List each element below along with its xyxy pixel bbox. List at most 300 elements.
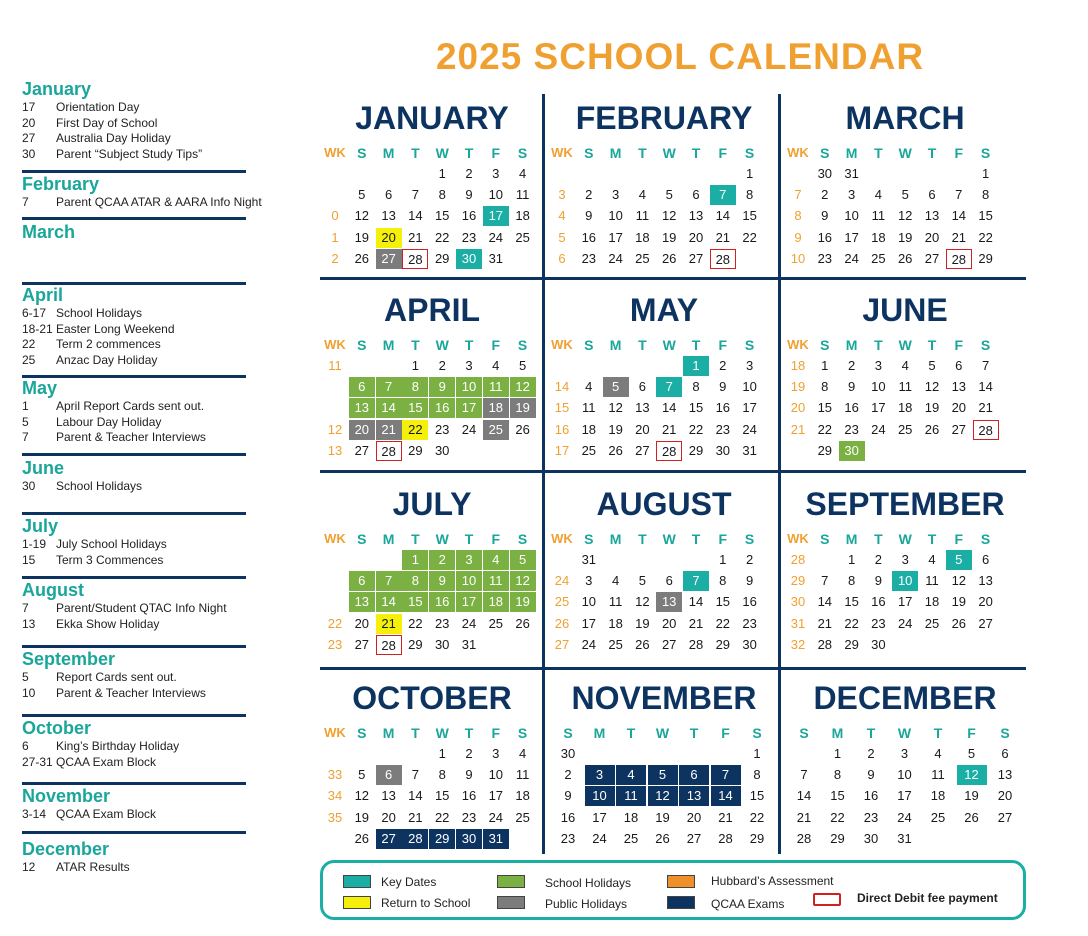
day-cell: 26 [661,250,677,266]
day-cell: 8 [981,187,990,203]
weekday-header: S [357,145,367,161]
day-cell: 29 [749,830,765,846]
event-item [22,353,248,369]
day-cell: 23 [715,421,731,437]
event-name: Australia Day Holiday [56,131,171,145]
day-cell: 26 [655,830,670,846]
day-cell: 7 [411,767,419,783]
event-item [22,553,248,569]
day-cell: 4 [638,187,646,203]
day-cell: 31 [897,830,912,846]
weekday-header: T [927,337,937,353]
day-cell: 13 [951,379,967,395]
event-date: 3-14 [22,807,47,821]
day-cell: 16 [715,400,731,416]
day-cell: 24 [742,421,757,437]
month-name-may: MAY [629,292,699,328]
day-cell: 31 [742,442,757,458]
week-number: 7 [794,187,802,203]
week-number: 28 [790,552,806,567]
weekday-header: W [662,531,676,547]
day-cell: 17 [456,398,482,418]
day-cell: 4 [928,552,936,567]
day-cell: 5 [665,187,673,203]
day-cell: 16 [844,400,859,416]
day-cell: 6 [928,187,936,203]
weekday-header: T [691,531,701,547]
event-name: Parent/Student QTAC Info Night [56,601,227,615]
weekday-header: T [874,337,883,353]
weekday-header: W [897,725,912,741]
weekday-header: S [517,531,528,547]
event-item [22,322,248,338]
weekday-header: M [609,145,622,161]
day-cell: 9 [745,573,754,589]
day-cell: 14 [817,594,833,610]
day-cell: 14 [951,208,967,224]
weekday-header: S [584,531,594,547]
day-cell: 4 [585,379,593,395]
day-cell: 16 [863,788,879,804]
day-cell: 10 [742,379,757,395]
event-name: School Holidays [56,479,143,493]
event-name: School Holidays [56,306,143,320]
weekday-header: S [980,531,991,547]
day-cell: 19 [897,229,913,245]
day-cell: 11 [483,571,509,591]
day-cell: 7 [376,571,402,591]
day-cell: 18 [581,421,597,437]
day-cell: 13 [924,208,940,224]
day-cell: 30 [715,442,731,458]
weekday-header: W [435,337,449,353]
day-cell: 7 [711,765,741,785]
month-name-march: MARCH [845,100,965,136]
week-number-header: WK [551,337,573,352]
event-section-september [22,648,248,701]
day-cell: 4 [934,746,942,761]
weekday-header: F [967,725,976,741]
week-number-header: WK [551,531,573,546]
day-cell: 29 [844,636,859,652]
week-number: 13 [327,442,343,458]
event-date: 6-17 [22,306,47,320]
day-cell: 23 [844,421,859,437]
day-cell: 5 [928,358,936,373]
event-section-april [22,284,248,368]
weekday-header: M [831,725,844,741]
weekday-header: T [638,531,647,547]
event-item [22,479,248,495]
day-cell: 2 [585,187,593,203]
weekday-header: F [491,725,501,741]
event-month-title: July [22,516,59,536]
day-cell: 27 [661,636,677,652]
legend-label-qca: QCAA Exams [711,897,785,911]
day-cell: 15 [688,400,704,416]
day-cell: 30 [456,829,482,849]
month-name-july: JULY [392,486,472,522]
day-cell: 13 [381,208,396,224]
day-cell: 25 [515,229,530,245]
day-cell: 13 [978,573,993,589]
day-cell: 4 [518,746,527,761]
weekday-header: W [435,145,449,161]
day-cell: 7 [710,185,736,205]
day-cell: 2 [874,552,882,567]
weekday-header: T [927,531,937,547]
legend-swatch-sch [497,875,525,888]
weekday-header: W [662,145,676,161]
day-cell: 29 [978,250,993,266]
day-cell: 3 [847,187,856,203]
day-cell: 6 [1001,746,1009,761]
day-cell: 6 [665,573,673,589]
day-cell: 18 [623,809,639,825]
day-cell: 19 [655,809,670,825]
row-divider [320,667,1026,670]
day-cell: 8 [402,377,428,397]
week-number: 16 [554,421,570,437]
day-cell: 21 [376,614,402,634]
legend-label-dd: Direct Debit fee payment [857,891,998,905]
week-number: 23 [327,636,343,652]
day-cell: 21 [408,229,423,245]
day-cell: 20 [997,788,1013,804]
day-cell: 12 [661,208,677,224]
day-cell: 14 [978,379,993,395]
weekday-header: W [435,725,449,741]
day-cell: 28 [376,635,402,655]
day-cell: 11 [898,379,912,395]
day-cell: 13 [656,592,682,612]
day-cell: 13 [635,400,650,416]
week-number-header: WK [324,337,346,352]
day-cell: 6 [679,765,709,785]
week-number: 2 [331,250,339,266]
day-cell: 24 [461,615,477,631]
event-date: 5 [22,414,29,429]
day-cell: 16 [461,208,477,224]
legend [320,860,1026,920]
weekday-header: W [898,145,912,161]
row-divider [320,277,1026,280]
day-cell: 24 [461,421,477,437]
day-cell: 25 [515,809,530,825]
week-number-header: WK [551,145,573,160]
day-cell: 27 [924,250,940,266]
day-cell: 22 [830,809,845,825]
day-cell: 21 [978,400,993,416]
day-cell: 6 [981,552,990,567]
day-cell: 7 [955,187,963,203]
week-number: 30 [790,594,806,610]
day-cell: 1 [745,166,754,181]
weekday-header: S [563,725,573,741]
weekday-header: W [898,337,912,353]
event-date: 13 [22,616,36,631]
day-cell: 1 [683,356,709,376]
day-cell: 23 [871,615,886,631]
day-cell: 26 [354,830,370,846]
day-cell: 4 [483,550,509,570]
week-number: 32 [790,636,806,652]
event-name: Orientation Day [56,100,140,114]
event-section-january [22,78,248,162]
month-name-june: JUNE [862,292,948,328]
day-cell: 3 [492,166,500,181]
event-section-november [22,785,248,823]
day-cell: 15 [402,398,428,418]
event-item [22,755,248,771]
day-cell: 2 [745,552,754,567]
day-cell: 7 [411,187,419,203]
day-cell: 12 [957,765,987,785]
day-cell: 21 [715,229,731,245]
day-cell: 6 [638,379,646,395]
day-cell: 18 [897,400,913,416]
day-cell: 5 [510,550,536,570]
day-cell: 13 [381,788,396,804]
event-item [22,399,248,415]
week-number: 34 [327,788,343,804]
day-cell: 30 [839,441,865,461]
event-date: 30 [22,146,36,161]
day-cell: 23 [461,809,477,825]
month-name-february: FEBRUARY [575,100,753,136]
day-cell: 29 [408,636,423,652]
day-cell: 17 [483,206,509,226]
day-cell: 1 [719,552,727,567]
day-cell: 25 [488,615,504,631]
day-cell: 5 [648,765,678,785]
weekday-header: W [898,531,912,547]
day-cell: 31 [844,166,859,181]
day-cell: 10 [488,187,504,203]
weekday-header: F [718,145,728,161]
event-name: First Day of School [56,115,158,130]
day-cell: 28 [796,830,812,846]
weekday-header: T [691,337,701,353]
day-cell: 11 [515,187,530,203]
event-divider [22,831,246,834]
event-item [22,147,248,163]
month-name-september: SEPTEMBER [805,486,1005,522]
weekday-header: F [491,337,501,353]
day-cell: 1 [833,746,842,761]
day-cell: 5 [358,187,366,203]
day-cell: 19 [354,809,370,825]
day-cell: 27 [635,442,650,458]
day-cell: 13 [679,786,709,806]
event-date: 20 [22,115,36,130]
day-cell: 1 [438,746,446,761]
day-cell: 29 [688,442,704,458]
day-cell: 19 [510,592,536,612]
day-cell: 18 [924,594,940,610]
day-cell: 12 [648,786,678,806]
weekday-header: S [357,337,367,353]
day-cell: 15 [742,208,757,224]
month-name-october: OCTOBER [352,680,512,716]
day-cell: 29 [715,636,731,652]
day-cell: 30 [456,249,482,269]
day-cell: 17 [592,809,607,825]
week-number: 25 [554,594,570,610]
day-cell: 31 [581,552,597,567]
day-cell: 5 [518,358,527,373]
day-cell: 15 [817,400,833,416]
event-item [22,430,248,446]
weekday-header: S [1000,725,1010,741]
event-item [22,195,262,211]
day-cell: 22 [742,229,757,245]
weekday-header: S [820,531,830,547]
day-cell: 22 [844,615,859,631]
weekday-header: T [411,531,420,547]
day-cell: 28 [376,441,402,461]
day-cell: 12 [608,400,623,416]
event-date: 10 [22,685,36,700]
week-number: 11 [328,358,342,373]
day-cell: 21 [376,420,402,440]
event-month-title: November [22,786,111,806]
weekday-header: F [491,531,501,547]
day-cell: 24 [592,830,607,846]
day-cell: 24 [581,636,597,652]
day-cell: 26 [951,615,967,631]
week-number: 19 [790,379,806,395]
day-cell: 24 [897,615,913,631]
page-title: 2025 SCHOOL CALENDAR [435,36,925,77]
event-month-title: April [22,285,64,305]
day-cell: 30 [742,636,757,652]
day-cell: 12 [510,377,536,397]
week-number: 22 [327,615,343,631]
event-month-title: June [22,458,65,478]
weekday-header: T [689,725,699,741]
day-cell: 25 [924,615,940,631]
day-cell: 15 [434,788,450,804]
day-cell: 8 [833,767,842,783]
day-cell: 24 [488,809,504,825]
day-cell: 11 [931,767,945,783]
event-month-title: January [22,79,92,99]
day-cell: 26 [964,809,979,825]
event-item [22,670,248,686]
day-cell: 12 [924,379,940,395]
day-cell: 11 [616,786,646,806]
day-cell: 14 [796,788,812,804]
event-item [22,537,248,553]
day-cell: 2 [847,358,856,373]
day-cell: 21 [661,421,677,437]
day-cell: 28 [946,249,972,269]
event-name: Parent & Teacher Interviews [56,685,206,700]
day-cell: 17 [456,592,482,612]
day-cell: 14 [688,594,704,610]
day-cell: 25 [483,420,509,440]
legend-label-hub: Hubbard’s Assessment [711,874,834,888]
legend-swatch-key [343,875,371,888]
event-item [22,617,248,633]
day-cell: 19 [635,615,650,631]
legend-label-sch: School Holidays [545,876,632,890]
day-cell: 26 [515,615,530,631]
week-number-header: WK [787,337,809,352]
day-cell: 29 [429,829,455,849]
day-cell: 15 [715,594,731,610]
day-cell: 11 [483,377,509,397]
day-cell: 25 [930,809,946,825]
weekday-header: T [866,725,876,741]
week-number: 15 [554,400,570,416]
event-section-july [22,515,248,568]
event-month-title: March [22,222,76,242]
day-cell: 10 [456,571,482,591]
day-cell: 23 [461,229,477,245]
day-cell: 30 [871,636,886,652]
day-cell: 25 [623,830,639,846]
week-number-header: WK [324,725,346,740]
weekday-header: S [584,145,594,161]
day-cell: 18 [608,615,623,631]
day-cell: 3 [745,358,754,373]
day-cell: 3 [901,552,909,567]
day-cell: 16 [560,809,576,825]
day-cell: 12 [951,573,967,589]
day-cell: 2 [867,746,875,761]
day-cell: 14 [661,400,677,416]
day-cell: 23 [863,809,879,825]
weekday-header: S [820,145,830,161]
day-cell: 2 [438,358,446,373]
day-cell: 14 [711,786,741,806]
day-cell: 8 [438,187,446,203]
day-cell: 9 [821,208,829,224]
event-month-title: May [22,378,58,398]
event-section-may [22,377,248,446]
event-item [22,100,248,116]
day-cell: 26 [897,250,913,266]
weekday-header: T [464,337,474,353]
event-section-march [22,221,248,243]
day-cell: 7 [683,571,709,591]
weekday-header: M [382,531,395,547]
legend-label-key: Key Dates [381,875,437,889]
day-cell: 4 [518,166,527,181]
day-cell: 10 [844,208,859,224]
event-date: 7 [22,430,29,444]
event-date: 17 [22,100,36,114]
event-name: July School Holidays [56,537,167,551]
day-cell: 29 [817,442,833,458]
day-cell: 6 [384,187,393,203]
day-cell: 27 [376,829,402,849]
month-name-december: DECEMBER [813,680,997,716]
day-cell: 12 [510,571,536,591]
weekday-header: T [411,725,420,741]
weekday-header: M [382,725,395,741]
weekday-header: F [954,337,964,353]
day-cell: 17 [608,229,623,245]
day-cell: 25 [608,636,623,652]
weekday-header: M [845,145,858,161]
day-cell: 3 [874,358,882,373]
week-number: 27 [554,636,570,652]
week-number: 6 [558,250,566,266]
week-number: 14 [554,379,570,395]
